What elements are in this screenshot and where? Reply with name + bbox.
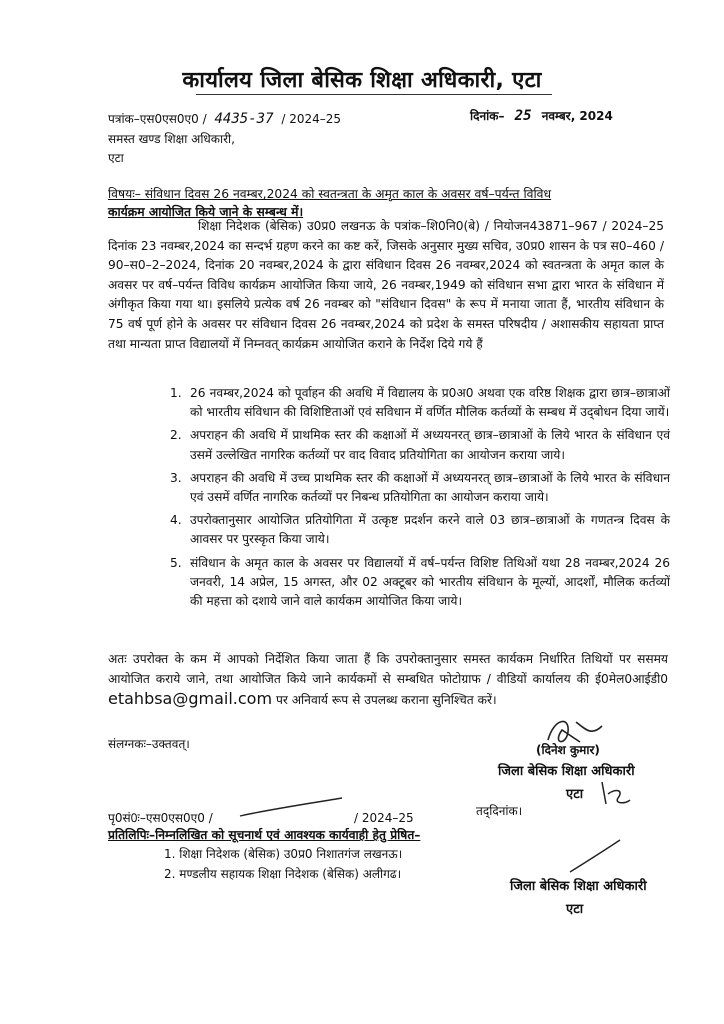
addressee-line-1: समस्त खण्ड शिक्षा अधिकारी, xyxy=(108,132,235,146)
list-item: 2. अपराहन की अवधि में प्राथमिक स्तर की कक्षाओं में अध्ययनरत् छात्र–छात्राओं के लिये भारत के संविधान एवं उसमें उल्लेखित नागरिक कर्तव्यों पर वाद विवाद प्रतियोगिता का आयोजन कराया जाये। xyxy=(170,428,670,462)
signatory-place: एटा xyxy=(566,787,584,802)
email-address: etahbsa@gmail.com xyxy=(108,689,273,709)
title-underline xyxy=(196,94,552,95)
ref-suffix: / 2024–25 xyxy=(281,112,342,126)
subject-line-2: कार्यक्रम आयोजित किये जाने के सम्बन्ध में। xyxy=(108,205,304,219)
page-title: कार्यालय जिला बेसिक शिक्षा अधिकारी, एटा xyxy=(182,68,542,93)
copy-ref-suffix: / 2024–25 xyxy=(354,811,414,825)
directive-list xyxy=(170,384,670,615)
copy-ref-prefix: पृ0सं0ः–एस0एस0ए0 / xyxy=(108,811,213,825)
copy-item-2: 2. मण्डलीय सहायक शिक्षा निदेशक (बेसिक) अलीगढ। xyxy=(164,867,402,881)
copy-item-1: 1. शिक्षा निदेशक (बेसिक) उ0प्र0 निशातगंज लखनऊ। xyxy=(164,847,403,861)
list-item: 3. अपराहन की अवधि में उच्च प्राथमिक स्तर की कक्षाओं में अध्ययनरत् छात्र–छात्राओं के लिये भारत के संविधान एवं उसमें वर्णित नागरिक कर्तव्यों पर निबन्ध प्रतियोगिता का आयोजन कराया जाये। xyxy=(170,470,670,505)
ref-line xyxy=(108,111,341,127)
body-paragraph: शिक्षा निदेशक (बेसिक) उ0प्र0 लखनऊ के पत्रांक–शि0नि0(बे) / नियोजन43871–967 / 2024–25 दिनांक 23 नवम्बर,2024 का सन्दर्भ ग्रहण करने का कष्ट करें, जिसके अनुसार मुख्य सचिव, उ0प्र0 शासन के पत्र स0–460 / 90–स0–2–2024, दिनांक 20 नवम्बर,2024 के द्वारा संविधान दिवस 26 नवम्बर,2024 को स्वतन्त्रता के अमृत काल के अवसर पर वर्ष–पर्यन्त विविध कार्यक्रम आयोजित किया जाये, 26 नवम्बर,1949 को संविधान सभा द्वारा भारत के संविधान में अंगीकृत किया गया था। इसलिये प्रत्येक वर्ष 26 नवम्बर को "संविधान दिवस" के रूप में मनाया जाता हैं, भारतीय संविधान के 75 वर्ष पूर्ण होने के अवसर पर संविधान दिवस 26 नवम्बर,2024 को प्रदेश के समस्त परिषदीय / अशासकीय सहायता प्राप्त तथा मान्यता प्राप्त विद्यालयों में निम्नवत् कार्यक्रम आयोजित कराने के निर्देश दिये गये हैं xyxy=(108,219,664,351)
ref-number: 4435-37 xyxy=(214,111,274,127)
list-item: 5. संविधान के अमृत काल के अवसर पर विद्यालयों में वर्ष–पर्यन्त विशिष्ट तिथिओं यथा 28 नवम्बर,2024 26 जनवरी, 14 अप्रेल, 15 अगस्त, और 02 अक्टूबर को भारतीय संविधान के मूल्यों, आदर्शों, मौलिक कर्तव्यों की महत्ता को दशाये जाने वाले कार्यकम आयोजित किया जाये। xyxy=(170,555,670,609)
copy-place: एटा xyxy=(566,902,584,917)
signatory-designation: जिला बेसिक शिक्षा अधिकारी xyxy=(498,764,635,779)
date-day: 25 xyxy=(514,108,532,124)
initials-mark xyxy=(596,778,636,808)
copy-designation: जिला बेसिक शिक्षा अधिकारी xyxy=(510,879,647,894)
addressee-line-2: एटा xyxy=(108,151,124,165)
list-item: 1. 26 नवम्बर,2024 को पूर्वाहन की अवधि में विद्यालय के प्र0अ0 अथवा एक वरिष्ठ शिक्षक द्वारा छात्र–छात्राओं को भारतीय संविधान की विशिष्टिताओं एवं सविधान में वर्णित मौलिक कर्तव्यों के सम्बध में उद्‌बोधन दिया जायें। xyxy=(170,386,670,420)
enclosure-note: संलग्नकः–उक्तवत्। xyxy=(108,737,190,751)
copy-heading: प्रतिलिपिः–निम्नलिखित को सूचनार्थ एवं आवश्यक कार्यवाही हेतु प्रेषित– xyxy=(108,828,421,842)
date-label: दिनांक– xyxy=(470,109,505,123)
subject-line-1: विषयः– संविधान दिवस 26 नवम्बर,2024 को स्वतन्त्रता के अमृत काल के अवसर वर्ष–पर्यन्त विविध xyxy=(108,187,552,201)
copy-date-label: तद्‌दिनांक। xyxy=(476,804,523,818)
signatory-name: (दिनेश कुमार) xyxy=(536,743,600,757)
closing-paragraph: अतः उपरोक्त के कम में आपको निर्देशित किया जाता हैं कि उपरोक्तानुसार समस्त कार्यकम निर्धारित तिथियों पर ससमय आयोजित कराये जाने, तथा आयोजित किये जाने कार्यकमों से सम्बधित फोटोग्राफ / वीडियों कार्यालय की ई0मेल0आईडी0 etahbsa@gmail.com पर अनिवार्य रूप से उपलब्ध कराना सुनिश्चित करें। xyxy=(108,652,668,709)
copy-signature-mark xyxy=(566,836,626,876)
date-line xyxy=(470,108,613,124)
date-rest: नवम्बर, 2024 xyxy=(541,109,613,123)
copy-ref-stroke xyxy=(236,796,346,820)
ref-prefix: पत्रांक–एस0एस0ए0 / xyxy=(108,112,207,126)
list-item: 4. उपरोक्तानुसार आयोजित प्रतियोगिता में उत्कृष्ट प्रदर्शन करने वाले 03 छात्र–छात्राओं के गणतन्त्र दिवस के आवसर पर पुरस्कृत किया जाये। xyxy=(170,513,670,547)
